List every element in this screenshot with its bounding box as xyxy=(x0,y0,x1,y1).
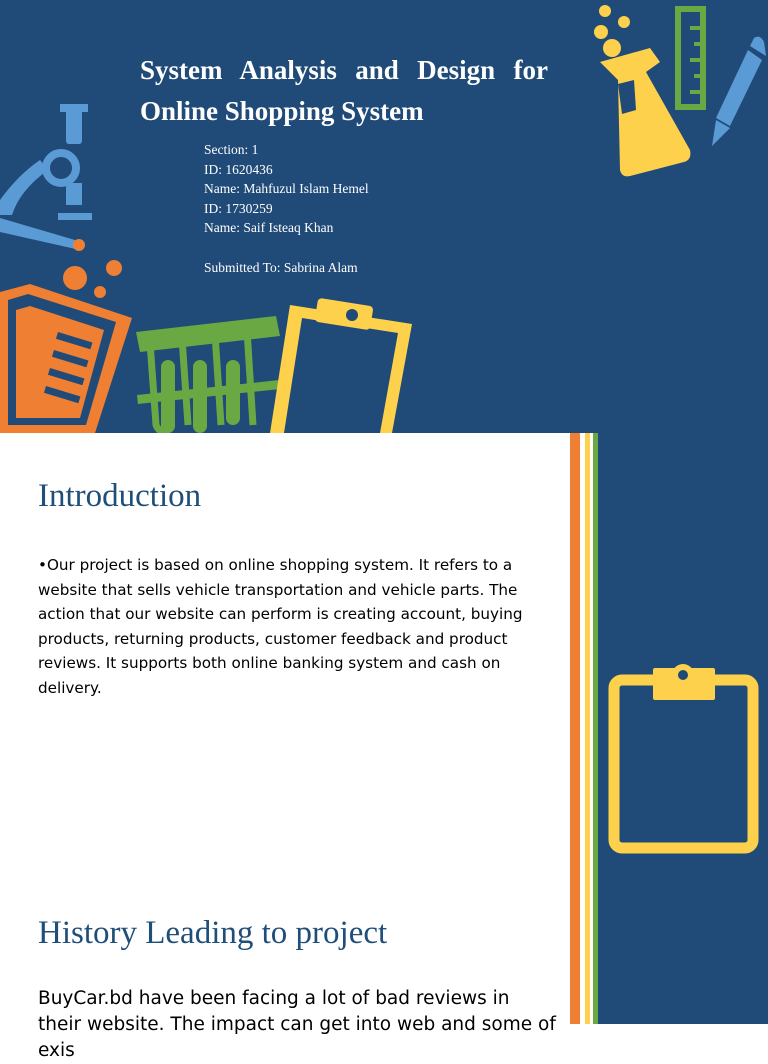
slide-heading: Introduction xyxy=(38,478,202,514)
student-name-line: Name: Saif Isteaq Khan xyxy=(204,220,334,236)
orange-stripe xyxy=(570,433,580,865)
presenter-info xyxy=(204,140,369,277)
spacer xyxy=(204,238,369,258)
student-id-line: ID: 1730259 xyxy=(204,200,273,216)
side-panel xyxy=(598,433,768,865)
history-slide xyxy=(0,865,768,1061)
submitted-to-line: Submitted To: Sabrina Alam xyxy=(204,259,358,275)
history-text: BuyCar.bd have been facing a lot of bad reviews in their website. The impact can get into web and some of exis xyxy=(38,988,556,1061)
introduction-text: •Our project is based on online shopping system. It refers to a website that sells vehicle transportation and vehicle parts. The action that our website can perform is creating account, buying products, returning products, customer feedback and product reviews. It supports both online banking system and cash on delivery. xyxy=(38,556,523,697)
introduction-slide xyxy=(0,433,768,865)
student-id-line: ID: 1620436 xyxy=(204,161,273,177)
orange-stripe xyxy=(570,865,580,1024)
side-panel xyxy=(598,865,768,1024)
pencil-icon xyxy=(712,37,766,146)
section-line: Section: 1 xyxy=(204,142,259,157)
slide-heading: History Leading to project xyxy=(38,915,388,951)
ruler-icon xyxy=(678,9,703,107)
clipboard-icon xyxy=(270,298,412,433)
microscope-icon xyxy=(0,104,92,250)
test-tubes-icon xyxy=(136,316,280,433)
clipboard-icon xyxy=(598,433,768,865)
title-slide xyxy=(0,0,768,433)
presentation-title: System Analysis and Design for Online Shopping System xyxy=(140,55,548,126)
student-name-line: Name: Mahfuzul Islam Hemel xyxy=(204,181,369,197)
beaker-icon xyxy=(0,284,132,433)
